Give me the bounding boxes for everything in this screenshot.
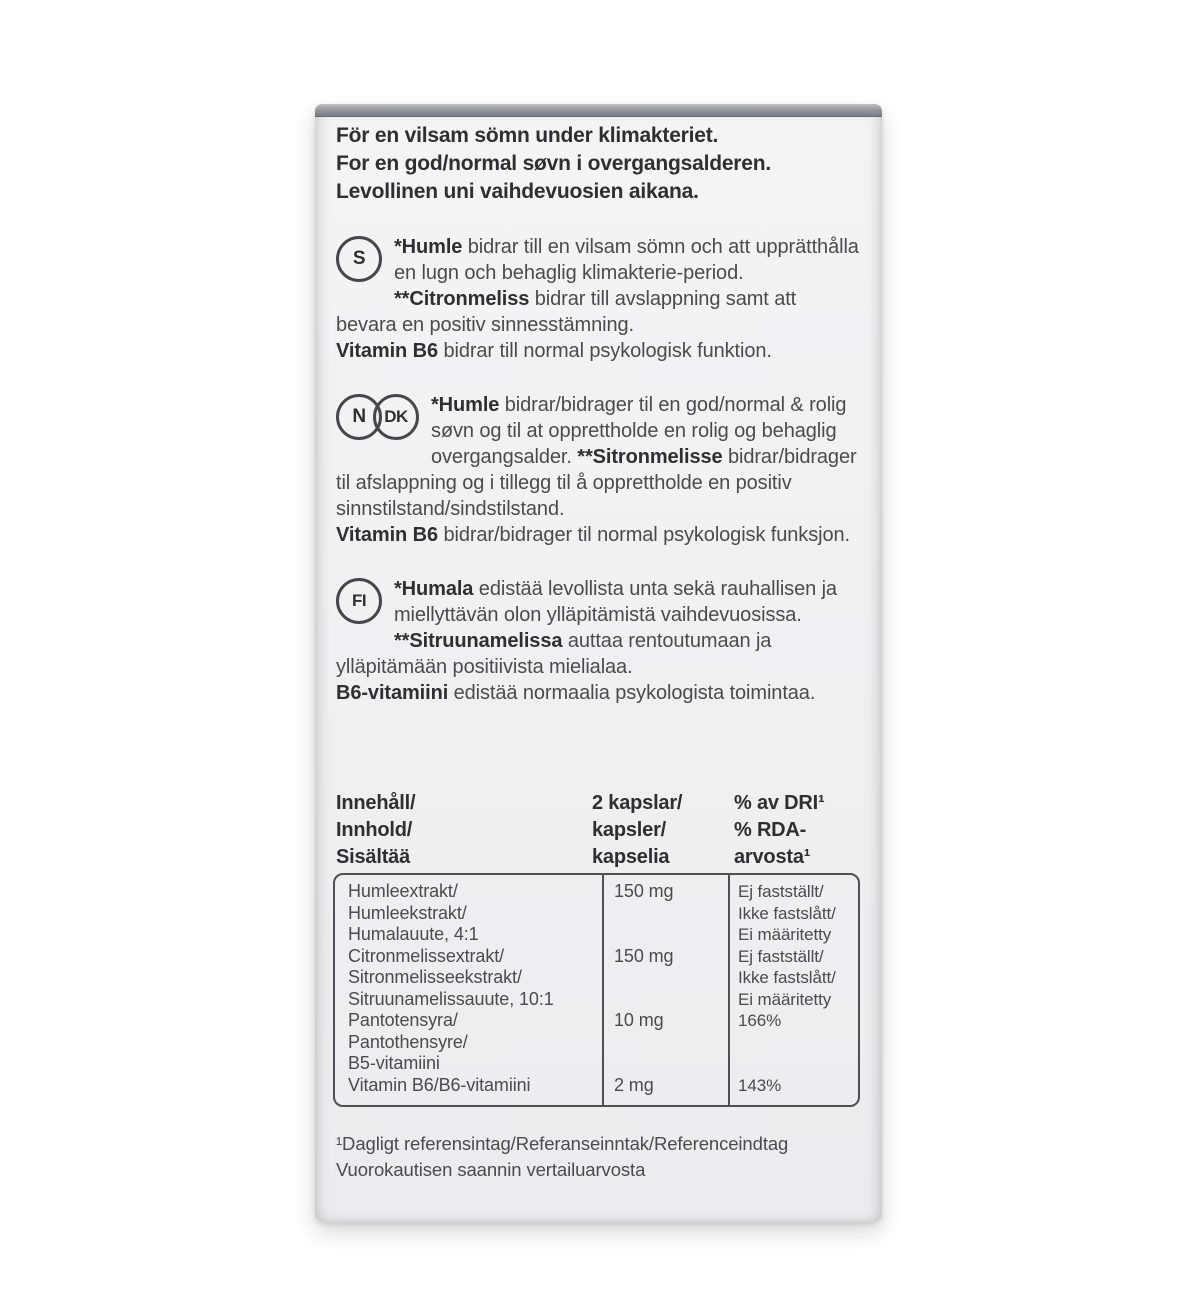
section-norwegian-danish — [336, 392, 861, 548]
ingredient-name: Humleextrakt/ Humleekstrakt/ Humalauute, 4:1 — [348, 881, 479, 944]
ingredient-name: Vitamin B6/B6-vitamiini — [348, 1074, 531, 1095]
language-badge-group-n-dk — [336, 394, 419, 440]
claim-line-finnish: Levollinen uni vaihdevuosien aikana. — [336, 180, 699, 203]
claim-paragraph-se-1: *Humle bidrar till en vilsam sömn och att upprätthålla en lugn och behaglig klimakterie-period. **Citronmeliss bidrar till avslappning samt att bevara en positiv sinnesstämning. — [336, 236, 859, 336]
claim-paragraph-se-2: Vitamin B6 bidrar till normal psykologisk funktion. — [336, 340, 772, 362]
footnote-line-fi: Vuorokautisen saannin vertailuarvosta — [336, 1159, 646, 1180]
language-badge-group-s — [336, 236, 382, 282]
column-header-contents: Innehåll/ Innhold/ Sisältää — [336, 792, 416, 868]
claim-paragraph-ndk-1: *Humle bidrar/bidrager til en god/normal & rolig søvn og til at opprettholde en rolig og behaglig overgangsalder. **Sitronmelisse bidrar/bidrager til afslappning og i tillegg til å opprettholde en positiv sinnstilstand/sindstilstand. — [336, 394, 857, 520]
column-header-dri-percent: % av DRI¹ % RDA- arvosta¹ — [734, 792, 825, 868]
ingredient-dri: 166% — [728, 1010, 858, 1075]
language-badge-group-fi — [336, 578, 382, 624]
package-back-panel — [315, 104, 882, 1222]
ingredient-dri: Ej fastställt/ Ikke fastslått/ Ei määritetty — [728, 946, 858, 1011]
supplement-table-header — [336, 790, 861, 871]
ingredient-amount: 10 mg — [602, 1010, 728, 1075]
ingredient-dri: 143% — [728, 1075, 858, 1106]
ingredient-name: Pantotensyra/ Pantothensyre/ B5-vitamiini — [348, 1010, 468, 1073]
claim-line-norwegian-danish: For en god/normal søvn i overgangsalderen. — [336, 152, 772, 175]
claims-header — [336, 122, 861, 206]
claim-paragraph-fi-3: B6-vitamiini edistää normaalia psykologista toimintaa. — [336, 682, 816, 704]
column-header-per-capsules: 2 kapslar/ kapsler/ kapselia — [592, 792, 683, 868]
language-badge-s — [336, 236, 382, 282]
section-swedish — [336, 234, 861, 364]
ingredient-amount: 2 mg — [602, 1075, 728, 1106]
footnote-line-dri: ¹Dagligt referensintag/Referanseinntak/Referenceindtag — [336, 1133, 789, 1154]
claim-paragraph-fi-2: **Sitruunamelissa auttaa rentoutumaan ja ylläpitämään positiivista mielialaa. — [336, 630, 772, 678]
box-top-edge — [315, 104, 882, 117]
ingredient-amount: 150 mg — [602, 946, 728, 1011]
claim-paragraph-ndk-2: Vitamin B6 bidrar/bidrager til normal psykologisk funksjon. — [336, 524, 850, 546]
language-badge-fi — [336, 578, 382, 624]
ingredient-name: Citronmelissextrakt/ Sitronmelisseekstrakt/ Sitruunamelissauute, 10:1 — [348, 945, 554, 1009]
section-finnish — [336, 576, 861, 706]
footnote — [336, 1131, 861, 1183]
language-badge-dk — [373, 394, 419, 440]
badge-label-n: N — [352, 406, 366, 427]
ingredient-amount: 150 mg — [602, 875, 728, 946]
claim-line-swedish: För en vilsam sömn under klimakteriet. — [336, 124, 719, 147]
supplement-facts-table — [333, 873, 860, 1107]
badge-label-s: S — [352, 248, 366, 269]
ingredient-dri: Ej fastställt/ Ikke fastslått/ Ei määritetty — [728, 875, 858, 946]
label-panel — [315, 117, 882, 1222]
claim-paragraph-fi-1: *Humala edistää levollista unta sekä rauhallisen ja miellyttävän olon ylläpitämistä vaihdevuosissa. — [394, 578, 837, 626]
badge-label-dk: DK — [384, 407, 408, 426]
badge-label-fi: FI — [351, 591, 367, 610]
